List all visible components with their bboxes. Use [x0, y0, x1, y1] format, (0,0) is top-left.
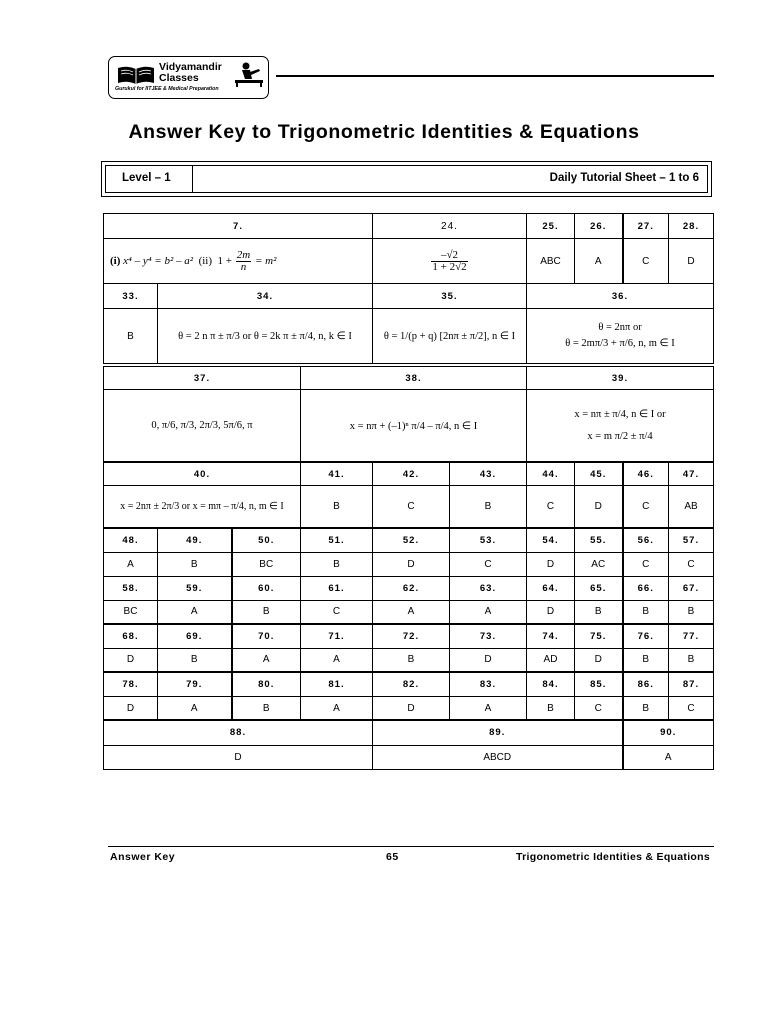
- question-header: 34.: [158, 284, 373, 309]
- question-header: 90.: [623, 720, 714, 745]
- question-header: 82.: [373, 672, 450, 696]
- question-header: 54.: [527, 528, 575, 552]
- question-header: 76.: [623, 624, 669, 648]
- question-header: 38.: [301, 367, 527, 390]
- page-number: 65: [386, 851, 399, 863]
- answer-cell: AB: [669, 486, 714, 528]
- answer-cell: C: [669, 696, 714, 720]
- answer-cell: C: [450, 552, 527, 576]
- answer-cell: D: [527, 600, 575, 624]
- question-header: 28.: [669, 214, 714, 239]
- question-header: 43.: [450, 463, 527, 486]
- question-header: 55.: [575, 528, 623, 552]
- question-header: 56.: [623, 528, 669, 552]
- question-header: 78.: [104, 672, 158, 696]
- question-header: 24.: [373, 214, 527, 239]
- question-header: 73.: [450, 624, 527, 648]
- answer-q24: [373, 239, 527, 284]
- q7-part-2-prefix: 1 +: [217, 254, 232, 267]
- answer-cell: C: [623, 239, 669, 284]
- question-header: 66.: [623, 576, 669, 600]
- question-header: 61.: [301, 576, 373, 600]
- answer-cell: AC: [575, 552, 623, 576]
- question-header: 7.: [104, 214, 373, 239]
- question-header: 57.: [669, 528, 714, 552]
- answer-cell: D: [104, 745, 373, 769]
- question-header: 49.: [158, 528, 232, 552]
- answer-table-block-last: [103, 719, 714, 770]
- question-header: 75.: [575, 624, 623, 648]
- answer-cell: D: [450, 648, 527, 672]
- answer-table-block-1: [103, 213, 714, 284]
- question-header: 27.: [623, 214, 669, 239]
- level-bar: [101, 161, 712, 197]
- answer-cell: A: [232, 648, 301, 672]
- answer-q36: [527, 309, 714, 364]
- logo-line-1: Vidyamandir: [159, 61, 222, 73]
- answer-cell: B: [575, 600, 623, 624]
- answer-table-block-4: [103, 462, 714, 528]
- question-header: 63.: [450, 576, 527, 600]
- answer-cell: A: [158, 696, 232, 720]
- question-header: 64.: [527, 576, 575, 600]
- header-rule: [276, 75, 714, 77]
- answer-grid-48-87: [103, 527, 714, 721]
- answer-q40: x = 2nπ ± 2π/3 or x = mπ – π/4, n, m ∈ I: [104, 486, 301, 528]
- q36-line-2: θ = 2mπ/3 + π/6, n, m ∈ I: [565, 338, 675, 349]
- answer-row: [104, 696, 714, 720]
- answer-cell: D: [669, 239, 714, 284]
- header-row: [104, 624, 714, 648]
- q36-line-1: θ = 2nπ or: [598, 322, 642, 333]
- q7-part-label: (i): [110, 254, 121, 267]
- answer-cell: D: [373, 552, 450, 576]
- answer-q37: 0, π/6, π/3, 2π/3, 5π/6, π: [104, 390, 301, 462]
- answer-q35: θ = 1/(p + q) [2nπ ± π/2], n ∈ I: [373, 309, 527, 364]
- answer-cell: A: [623, 745, 714, 769]
- question-header: 42.: [373, 463, 450, 486]
- question-header: 72.: [373, 624, 450, 648]
- question-header: 85.: [575, 672, 623, 696]
- question-header: 36.: [527, 284, 714, 309]
- reader-figure-icon: [233, 61, 265, 87]
- answer-cell: A: [158, 600, 232, 624]
- answer-cell: B: [623, 648, 669, 672]
- question-header: 62.: [373, 576, 450, 600]
- answer-q39: [527, 390, 714, 462]
- answer-cell: B: [623, 696, 669, 720]
- q7-part-label: (ii): [198, 254, 213, 267]
- answer-cell: C: [373, 486, 450, 528]
- answer-cell: D: [104, 696, 158, 720]
- answer-cell: B: [301, 552, 373, 576]
- answer-cell: B: [158, 648, 232, 672]
- question-header: 40.: [104, 463, 301, 486]
- answer-cell: A: [373, 600, 450, 624]
- question-header: 46.: [623, 463, 669, 486]
- answer-cell: BC: [232, 552, 301, 576]
- sheet-label: Daily Tutorial Sheet – 1 to 6: [549, 172, 699, 184]
- answer-cell: D: [527, 552, 575, 576]
- question-header: 84.: [527, 672, 575, 696]
- answer-cell: A: [301, 696, 373, 720]
- question-header: 71.: [301, 624, 373, 648]
- answer-cell: D: [373, 696, 450, 720]
- answer-cell: BC: [104, 600, 158, 624]
- question-header: 37.: [104, 367, 301, 390]
- logo-line-2: Classes: [159, 72, 199, 84]
- q24-numerator: –√2: [431, 250, 467, 262]
- level-divider: [192, 166, 193, 192]
- answer-table-block-2: [103, 283, 714, 364]
- answer-cell: B: [158, 552, 232, 576]
- answer-cell: D: [575, 486, 623, 528]
- answer-q33: B: [104, 309, 158, 364]
- answer-q7: [104, 239, 373, 284]
- question-header: 47.: [669, 463, 714, 486]
- answer-cell: C: [301, 600, 373, 624]
- answer-cell: B: [232, 600, 301, 624]
- question-header: 52.: [373, 528, 450, 552]
- question-header: 81.: [301, 672, 373, 696]
- answer-cell: B: [232, 696, 301, 720]
- answer-cell: B: [301, 486, 373, 528]
- answer-cell: A: [104, 552, 158, 576]
- publisher-logo: [108, 56, 269, 99]
- answer-cell: C: [669, 552, 714, 576]
- question-header: 59.: [158, 576, 232, 600]
- answer-table-block-3: [103, 366, 714, 462]
- q7-frac-den: n: [240, 260, 247, 273]
- question-header: 39.: [527, 367, 714, 390]
- answer-row: [104, 648, 714, 672]
- question-header: 89.: [373, 720, 623, 745]
- answer-cell: C: [527, 486, 575, 528]
- question-header: 80.: [232, 672, 301, 696]
- footer-right-label: Trigonometric Identities & Equations: [516, 851, 710, 863]
- question-header: 68.: [104, 624, 158, 648]
- answer-cell: C: [623, 486, 669, 528]
- answer-cell: B: [450, 486, 527, 528]
- header-row: [104, 672, 714, 696]
- question-header: 88.: [104, 720, 373, 745]
- q7-part-2-suffix: = m²: [254, 254, 277, 267]
- answer-cell: C: [623, 552, 669, 576]
- question-header: 45.: [575, 463, 623, 486]
- q39-line-2: x = m π/2 ± π/4: [587, 430, 653, 442]
- question-header: 53.: [450, 528, 527, 552]
- answer-cell: B: [373, 648, 450, 672]
- question-header: 51.: [301, 528, 373, 552]
- footer-left-label: Answer Key: [110, 851, 176, 863]
- answer-row: [104, 552, 714, 576]
- answer-cell: B: [669, 648, 714, 672]
- logo-tagline: Gurukul for IITJEE & Medical Preparation: [115, 86, 219, 92]
- answer-q38: x = nπ + (–1)ⁿ π/4 – π/4, n ∈ I: [301, 390, 527, 462]
- answer-q34: θ = 2 n π ± π/3 or θ = 2k π ± π/4, n, k ∈ I: [158, 309, 373, 364]
- question-header: 86.: [623, 672, 669, 696]
- answer-cell: ABCD: [373, 745, 623, 769]
- answer-cell: C: [575, 696, 623, 720]
- page-title: Answer Key to Trigonometric Identities & Equations: [128, 121, 640, 143]
- question-header: 77.: [669, 624, 714, 648]
- header-row: [104, 528, 714, 552]
- question-header: 35.: [373, 284, 527, 309]
- answer-row: [104, 600, 714, 624]
- answer-cell: AD: [527, 648, 575, 672]
- question-header: 65.: [575, 576, 623, 600]
- question-header: 87.: [669, 672, 714, 696]
- question-header: 60.: [232, 576, 301, 600]
- answer-cell: D: [575, 648, 623, 672]
- question-header: 25.: [527, 214, 575, 239]
- question-header: 70.: [232, 624, 301, 648]
- answer-cell: A: [301, 648, 373, 672]
- question-header: 69.: [158, 624, 232, 648]
- q24-denominator: 1 + 2√2: [432, 260, 467, 273]
- answer-cell: B: [669, 600, 714, 624]
- answer-cell: A: [450, 600, 527, 624]
- answer-cell: ABC: [527, 239, 575, 284]
- answer-cell: A: [450, 696, 527, 720]
- question-header: 58.: [104, 576, 158, 600]
- answer-cell: D: [104, 648, 158, 672]
- question-header: 41.: [301, 463, 373, 486]
- question-header: 50.: [232, 528, 301, 552]
- q7-frac-num: 2m: [236, 248, 251, 261]
- open-book-icon: [117, 65, 155, 85]
- header-row: [104, 576, 714, 600]
- answer-cell: B: [527, 696, 575, 720]
- level-label: Level – 1: [122, 172, 171, 184]
- question-header: 33.: [104, 284, 158, 309]
- question-header: 79.: [158, 672, 232, 696]
- question-header: 48.: [104, 528, 158, 552]
- question-header: 74.: [527, 624, 575, 648]
- q7-part-1: x⁴ – y⁴ = b² – a²: [123, 254, 194, 267]
- question-header: 83.: [450, 672, 527, 696]
- question-header: 26.: [575, 214, 623, 239]
- question-header: 44.: [527, 463, 575, 486]
- answer-cell: B: [623, 600, 669, 624]
- q39-line-1: x = nπ ± π/4, n ∈ I or: [574, 408, 666, 420]
- answer-cell: A: [575, 239, 623, 284]
- question-header: 67.: [669, 576, 714, 600]
- footer-rule: [108, 846, 714, 847]
